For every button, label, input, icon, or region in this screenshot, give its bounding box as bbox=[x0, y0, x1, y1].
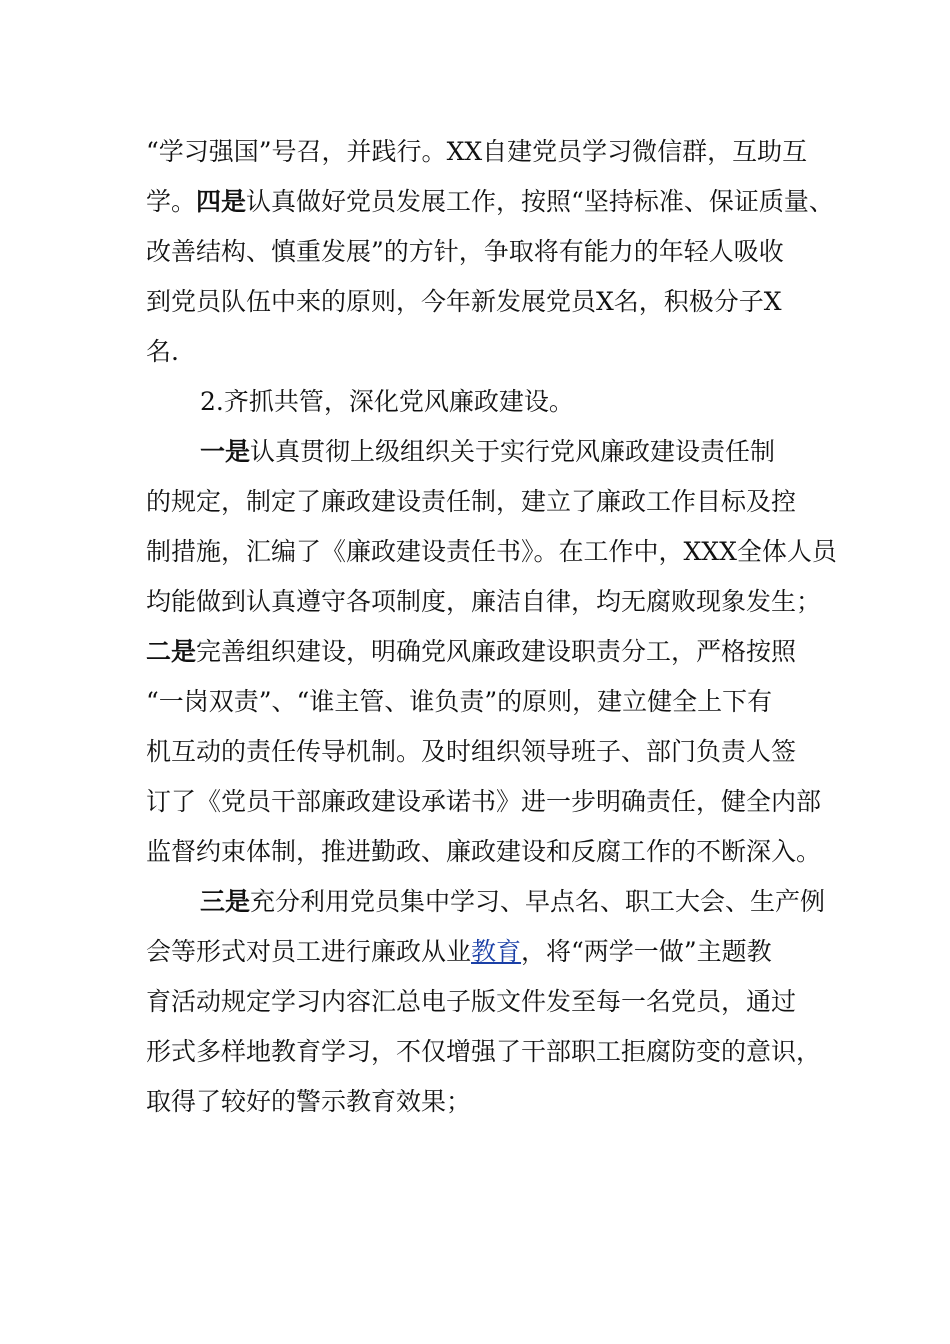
paragraph-line-7 bbox=[200, 436, 775, 468]
point-marker-two: 二是 bbox=[146, 637, 197, 666]
line-text: 育活动规定学习内容汇总电子版文件发至每一名党员，通过 bbox=[146, 987, 797, 1016]
paragraph-line-11 bbox=[146, 636, 796, 668]
line-text: “一岗双责”、“谁主管、谁负责”的原则，建立健全上下有 bbox=[146, 687, 773, 716]
line-text: 改善结构、慎重发展”的方针，争取将有能力的年轻人吸收 bbox=[146, 237, 784, 266]
line-text: “学习强国”号召，并践行。XX自建党员学习微信群，互助互 bbox=[146, 137, 808, 166]
paragraph-line-13 bbox=[146, 736, 796, 768]
point-marker-one: 一是 bbox=[200, 437, 251, 466]
paragraph-line-5 bbox=[146, 336, 179, 368]
point-marker-three: 三是 bbox=[200, 887, 251, 916]
paragraph-line-19 bbox=[146, 1036, 821, 1068]
line-text: 机互动的责任传导机制。及时组织领导班子、部门负责人签 bbox=[146, 737, 797, 766]
line-text: 名. bbox=[146, 337, 179, 366]
point-marker-four: 四是 bbox=[196, 187, 247, 216]
line-text: 均能做到认真遵守各项制度，廉洁自律，均无腐败现象发生； bbox=[146, 587, 822, 616]
paragraph-line-1 bbox=[146, 136, 807, 168]
paragraph-line-3 bbox=[146, 236, 784, 268]
line-text: 完善组织建设，明确党风廉政建设职责分工，严格按照 bbox=[196, 637, 797, 666]
line-text: 制措施，汇编了《廉政建设责任书》。在工作中，XXX全体人员 bbox=[146, 537, 837, 566]
paragraph-line-14 bbox=[146, 786, 821, 818]
line-text: 到党员队伍中来的原则，今年新发展党员X名，积极分子X bbox=[146, 287, 782, 316]
paragraph-line-16 bbox=[200, 886, 825, 918]
education-link[interactable]: 教育 bbox=[471, 937, 522, 966]
paragraph-line-17 bbox=[146, 936, 772, 968]
paragraph-line-15 bbox=[146, 836, 821, 868]
line-prefix: 学。 bbox=[146, 187, 197, 216]
paragraph-line-2 bbox=[146, 186, 834, 218]
paragraph-line-12 bbox=[146, 686, 772, 718]
paragraph-line-18 bbox=[146, 986, 796, 1018]
paragraph-line-9 bbox=[146, 536, 837, 568]
paragraph-line-4 bbox=[146, 286, 782, 318]
section-heading-text: 2.齐抓共管，深化党风廉政建设。 bbox=[200, 387, 574, 416]
line-text: 认真做好党员发展工作，按照“坚持标准、保证质量、 bbox=[246, 187, 834, 216]
paragraph-line-8 bbox=[146, 486, 796, 518]
line-text: 取得了较好的警示教育效果； bbox=[146, 1087, 472, 1116]
line-text: 充分利用党员集中学习、早点名、职工大会、生产例 bbox=[250, 887, 826, 916]
paragraph-line-20 bbox=[146, 1086, 471, 1118]
line-text: 的规定，制定了廉政建设责任制，建立了廉政工作目标及控 bbox=[146, 487, 797, 516]
line-text: ，将“两学一做”主题教 bbox=[521, 937, 772, 966]
line-text: 监督约束体制，推进勤政、廉政建设和反腐工作的不断深入。 bbox=[146, 837, 822, 866]
line-text: 形式多样地教育学习，不仅增强了干部职工拒腐防变的意识， bbox=[146, 1037, 822, 1066]
paragraph-line-10 bbox=[146, 586, 821, 618]
line-text: 认真贯彻上级组织关于实行党风廉政建设责任制 bbox=[250, 437, 776, 466]
line-text: 订了《党员干部廉政建设承诺书》进一步明确责任，健全内部 bbox=[146, 787, 822, 816]
line-prefix: 会等形式对员工进行廉政从业 bbox=[146, 937, 472, 966]
section-heading bbox=[200, 386, 574, 418]
